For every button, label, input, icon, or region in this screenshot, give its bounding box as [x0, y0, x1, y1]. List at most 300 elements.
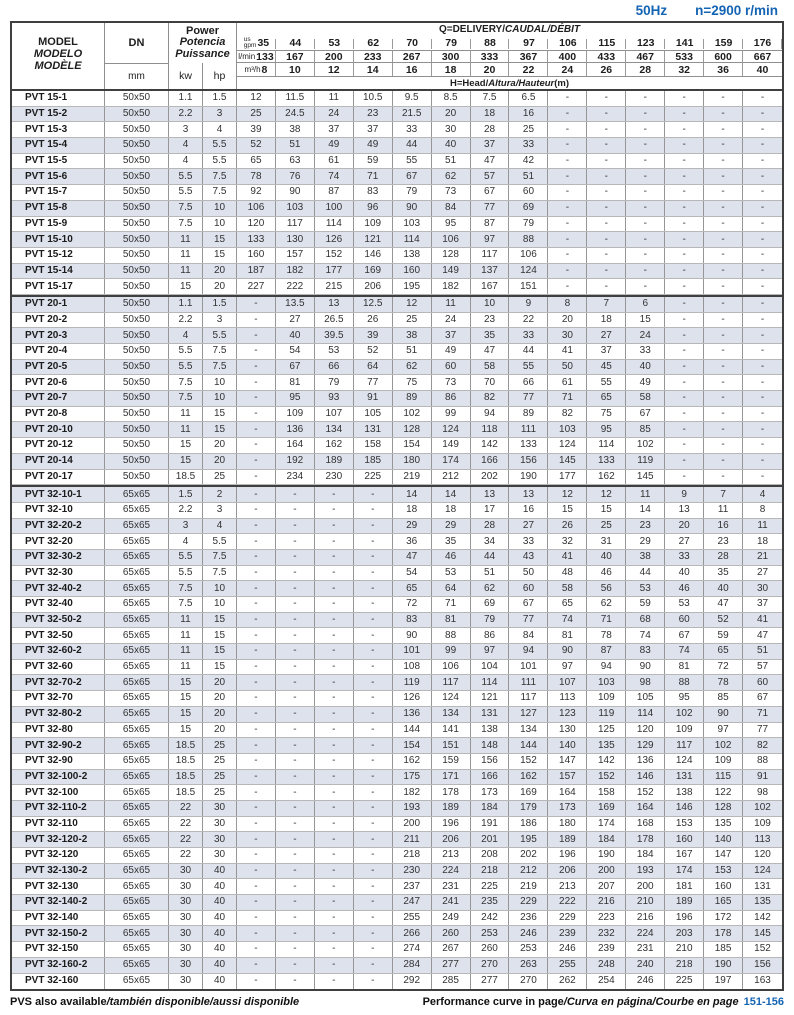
head-cell: 77: [756, 723, 769, 735]
hp-cell: 10: [203, 597, 237, 612]
head-cell: 133: [587, 454, 626, 469]
head-cell: 196: [548, 848, 587, 863]
head-cell: 197: [704, 974, 743, 990]
head-cell: -: [354, 974, 393, 990]
head-cell: 149: [432, 264, 471, 279]
kw-cell: 11: [169, 264, 203, 279]
head-cell: 53: [432, 566, 471, 581]
head-cell: 185: [704, 942, 743, 957]
head-cell: 285: [432, 974, 471, 990]
dn-cell: 50x50: [105, 169, 169, 184]
head-cell: 124: [509, 264, 548, 279]
table-row: [12, 264, 782, 280]
head-cell: 20: [665, 519, 704, 534]
head-cell: 173: [548, 801, 587, 816]
head-cell: 101: [509, 660, 548, 675]
dn-cell: 65x65: [105, 864, 169, 879]
head-cell: -: [626, 232, 665, 247]
head-cell: 162: [393, 754, 432, 769]
head-cell: 75: [393, 375, 432, 390]
head-cell: 84: [509, 628, 548, 643]
head-cell: -: [237, 519, 276, 534]
head-cell: 126: [393, 691, 432, 706]
head-cell: 235: [471, 895, 510, 910]
dn-cell: 50x50: [105, 154, 169, 169]
model-cell: PVT 20-10: [12, 422, 105, 437]
head-cell: -: [354, 926, 393, 941]
head-cell: 45: [587, 360, 626, 375]
table-row: [12, 550, 782, 566]
kw-cell: 2.2: [169, 503, 203, 518]
head-cell: 65: [548, 597, 587, 612]
head-cell: 121: [354, 232, 393, 247]
head-cell: 62: [432, 169, 471, 184]
curve-note-es-fr: /Curva en página/Courbe en page: [563, 996, 739, 1009]
head-cell: -: [704, 454, 743, 469]
head-cell: 24: [432, 313, 471, 328]
kw-cell: 11: [169, 248, 203, 263]
head-cell: 94: [471, 407, 510, 422]
head-cell: 37: [756, 598, 769, 610]
head-cell: -: [587, 169, 626, 184]
head-cell: 23: [704, 534, 743, 549]
head-cell: 87: [315, 185, 354, 200]
kw-cell: 5.5: [169, 550, 203, 565]
head-cell: 59: [626, 597, 665, 612]
head-cell: 35: [704, 566, 743, 581]
head-cell: 39: [354, 328, 393, 343]
head-cell: 104: [471, 660, 510, 675]
head-cell: 27: [587, 328, 626, 343]
head-cell: -: [237, 832, 276, 847]
hp-cell: 15: [203, 628, 237, 643]
head-cell: 44: [626, 566, 665, 581]
dn-cell: 65x65: [105, 487, 169, 502]
head-cell: 11: [626, 487, 665, 502]
head-cell: -: [237, 879, 276, 894]
head-cell: 195: [393, 279, 432, 294]
m3h-value: 10: [276, 63, 315, 77]
dn-cell: 50x50: [105, 360, 169, 375]
head-cell: -: [665, 138, 704, 153]
head-cell: -: [354, 723, 393, 738]
head-cell: -: [237, 581, 276, 596]
head-cell: 89: [393, 391, 432, 406]
head-cell: 134: [315, 422, 354, 437]
m3h-value: 16: [393, 63, 432, 77]
head-cell: -: [665, 407, 704, 422]
kw-cell: 30: [169, 864, 203, 879]
head-cell: 231: [626, 942, 665, 957]
model-cell: PVT 15-10: [12, 232, 105, 247]
head-cell: -: [237, 848, 276, 863]
head-cell: -: [704, 375, 743, 390]
head-cell: 180: [393, 454, 432, 469]
head-cell: 158: [587, 785, 626, 800]
head-cell: -: [704, 279, 743, 294]
model-cell: PVT 32-100: [12, 785, 105, 800]
head-cell: 128: [704, 801, 743, 816]
head-cell: 9: [509, 297, 548, 312]
curve-pages-link[interactable]: 151-156: [743, 996, 784, 1009]
head-cell: 43: [509, 550, 548, 565]
head-cell: -: [276, 597, 315, 612]
head-cell: 40: [704, 581, 743, 596]
head-cell: 60: [665, 613, 704, 628]
head-cell: 227: [237, 279, 276, 294]
hp-cell: 7.5: [203, 550, 237, 565]
model-column-header: [12, 23, 105, 89]
head-cell: 37: [471, 138, 510, 153]
head-cell: 134: [432, 707, 471, 722]
head-cell: 69: [509, 201, 548, 216]
head-cell: -: [665, 313, 704, 328]
m3h-value: 18: [432, 63, 471, 77]
head-cell: 130: [548, 723, 587, 738]
head-cell: 15: [587, 503, 626, 518]
hp-cell: 20: [203, 691, 237, 706]
head-cell: 206: [354, 279, 393, 294]
hp-cell: 7.5: [203, 185, 237, 200]
head-cell: 237: [393, 879, 432, 894]
head-cell: -: [665, 107, 704, 122]
model-cell: PVT 32-50-2: [12, 613, 105, 628]
model-cell: PVT 32-110: [12, 817, 105, 832]
head-cell: 53: [315, 344, 354, 359]
head-cell: -: [760, 470, 765, 482]
head-cell: 53: [626, 581, 665, 596]
kw-cell: 18.5: [169, 470, 203, 485]
head-cell: -: [704, 264, 743, 279]
head-cell: 36: [393, 534, 432, 549]
head-cell: -: [626, 122, 665, 137]
head-cell: 68: [626, 613, 665, 628]
dn-cell: 65x65: [105, 817, 169, 832]
head-cell: 124: [432, 422, 471, 437]
head-cell: 255: [393, 911, 432, 926]
head-cell: 106: [237, 201, 276, 216]
head-cell: 90: [393, 628, 432, 643]
kw-unit-label: kw: [169, 63, 203, 89]
dn-cell: 50x50: [105, 454, 169, 469]
table-row: [12, 313, 782, 329]
dn-cell: 50x50: [105, 232, 169, 247]
hp-cell: 1.5: [203, 297, 237, 312]
head-cell: 79: [471, 613, 510, 628]
head-cell: 114: [393, 232, 432, 247]
head-cell: -: [276, 581, 315, 596]
dn-cell: 65x65: [105, 958, 169, 973]
head-cell: 54: [276, 344, 315, 359]
head-cell: -: [237, 503, 276, 518]
hp-cell: 25: [203, 770, 237, 785]
head-cell: 35: [471, 328, 510, 343]
head-cell: -: [237, 926, 276, 941]
head-cell: 102: [754, 802, 771, 814]
hp-cell: 3: [203, 107, 237, 122]
head-cell: 167: [471, 279, 510, 294]
head-cell: 71: [587, 613, 626, 628]
table-row: [12, 754, 782, 770]
head-cell: 95: [665, 691, 704, 706]
head-cell: 106: [432, 660, 471, 675]
head-cell: 201: [471, 832, 510, 847]
head-cell: -: [315, 754, 354, 769]
head-cell: 52: [237, 138, 276, 153]
head-cell: 50: [548, 360, 587, 375]
head-cell: -: [665, 360, 704, 375]
kw-cell: 18.5: [169, 738, 203, 753]
hp-cell: 10: [203, 375, 237, 390]
head-cell: 248: [587, 958, 626, 973]
model-cell: PVT 32-70: [12, 691, 105, 706]
m3h-value: 12: [315, 63, 354, 77]
model-cell: PVT 20-2: [12, 313, 105, 328]
hp-cell: 10: [203, 201, 237, 216]
hp-cell: 40: [203, 911, 237, 926]
head-cell: 59: [704, 628, 743, 643]
head-cell: -: [315, 519, 354, 534]
head-cell: 151: [432, 738, 471, 753]
head-cell: 117: [471, 248, 510, 263]
head-cell: 103: [276, 201, 315, 216]
head-cell: 118: [471, 422, 510, 437]
head-cell: 10.5: [354, 91, 393, 106]
head-cell: 20: [432, 107, 471, 122]
head-cell: 26.5: [315, 313, 354, 328]
head-cell: 47: [393, 550, 432, 565]
head-cell: 122: [704, 785, 743, 800]
head-cell: 74: [315, 169, 354, 184]
head-cell: 174: [587, 817, 626, 832]
table-row: [12, 122, 782, 138]
gpm-unit-label: us gpm: [243, 36, 257, 49]
head-cell: -: [548, 264, 587, 279]
head-cell: 164: [276, 438, 315, 453]
head-cell: 189: [548, 832, 587, 847]
head-cell: -: [665, 279, 704, 294]
head-cell: 292: [393, 974, 432, 990]
head-cell: 239: [587, 942, 626, 957]
table-row: [12, 974, 782, 990]
head-cell: -: [315, 738, 354, 753]
head-cell: 84: [432, 201, 471, 216]
head-cell: 236: [509, 911, 548, 926]
head-cell: 135: [754, 896, 771, 908]
head-cell: -: [665, 470, 704, 485]
kw-cell: 22: [169, 848, 203, 863]
head-cell: 103: [587, 675, 626, 690]
head-cell: 9.5: [393, 91, 432, 106]
head-cell: -: [237, 454, 276, 469]
head-cell: 87: [471, 217, 510, 232]
table-row: [12, 895, 782, 911]
head-cell: 34: [471, 534, 510, 549]
model-cell: PVT 32-150: [12, 942, 105, 957]
head-cell: 166: [471, 454, 510, 469]
table-row: [12, 422, 782, 438]
dn-cell: 50x50: [105, 313, 169, 328]
dn-cell: 65x65: [105, 566, 169, 581]
dn-cell: 50x50: [105, 297, 169, 312]
head-cell: 83: [354, 185, 393, 200]
head-cell: 27: [665, 534, 704, 549]
head-cell: -: [237, 391, 276, 406]
head-cell: -: [276, 958, 315, 973]
head-cell: 100: [315, 201, 354, 216]
head-cell: 196: [432, 817, 471, 832]
table-row: [12, 926, 782, 942]
dn-cell: 65x65: [105, 519, 169, 534]
model-cell: PVT 32-60-2: [12, 644, 105, 659]
head-cell: -: [237, 566, 276, 581]
table-row: [12, 817, 782, 833]
model-cell: PVT 20-3: [12, 328, 105, 343]
model-cell: PVT 20-1: [12, 297, 105, 312]
head-cell: -: [704, 122, 743, 137]
head-cell: 218: [665, 958, 704, 973]
head-cell: 86: [471, 628, 510, 643]
head-cell: 114: [471, 675, 510, 690]
head-cell: -: [760, 139, 765, 151]
table-row: [12, 723, 782, 739]
model-label-en: MODEL: [38, 36, 78, 48]
head-cell: -: [315, 879, 354, 894]
head-cell: -: [548, 107, 587, 122]
head-cell: -: [760, 233, 765, 245]
head-cell: 48: [548, 566, 587, 581]
kw-cell: 7.5: [169, 217, 203, 232]
head-cell: 67: [509, 597, 548, 612]
head-cell: 101: [393, 644, 432, 659]
head-cell: 87: [587, 644, 626, 659]
head-cell: 58: [548, 581, 587, 596]
head-cell: 277: [432, 958, 471, 973]
head-cell: 147: [704, 848, 743, 863]
head-cell: 90: [704, 707, 743, 722]
head-cell: 71: [756, 708, 769, 720]
head-cell: -: [315, 974, 354, 990]
head-cell: -: [760, 298, 765, 310]
head-cell: 154: [393, 738, 432, 753]
head-cell: -: [354, 597, 393, 612]
head-cell: 18: [393, 503, 432, 518]
head-cell: 38: [626, 550, 665, 565]
head-cell: 152: [754, 943, 771, 955]
lmin-value: 433: [587, 50, 626, 63]
head-cell: 65: [587, 391, 626, 406]
head-cell: 11: [315, 91, 354, 106]
table-row: [12, 879, 782, 895]
head-cell: 185: [354, 454, 393, 469]
head-cell: 65: [237, 154, 276, 169]
head-cell: 72: [393, 597, 432, 612]
head-cell: -: [548, 248, 587, 263]
head-cell: -: [587, 264, 626, 279]
head-cell: -: [354, 644, 393, 659]
head-cell: 206: [432, 832, 471, 847]
head-cell: 154: [393, 438, 432, 453]
head-cell: 66: [509, 375, 548, 390]
head-cell: 134: [509, 723, 548, 738]
head-cell: -: [548, 138, 587, 153]
head-cell: 144: [393, 723, 432, 738]
head-cell: -: [665, 91, 704, 106]
head-cell: 91: [756, 770, 769, 782]
head-cell: -: [354, 911, 393, 926]
head-cell: -: [354, 660, 393, 675]
power-label-es: Potencia: [179, 36, 226, 49]
dn-cell: 65x65: [105, 550, 169, 565]
head-cell: 27: [276, 313, 315, 328]
head-cell: 109: [754, 817, 771, 829]
head-cell: -: [704, 313, 743, 328]
table-row: [12, 375, 782, 391]
head-cell: 33: [509, 534, 548, 549]
table-row: [12, 597, 782, 613]
head-cell: 57: [756, 661, 769, 673]
head-cell: 169: [587, 801, 626, 816]
head-cell: 16: [509, 503, 548, 518]
head-cell: -: [354, 770, 393, 785]
head-cell: -: [760, 123, 765, 135]
head-cell: 79: [315, 375, 354, 390]
table-row: [12, 297, 782, 313]
dn-cell: 65x65: [105, 879, 169, 894]
head-cell: 151: [509, 279, 548, 294]
head-cell: 125: [587, 723, 626, 738]
head-cell: -: [587, 107, 626, 122]
lmin-value: 467: [626, 50, 665, 63]
kw-cell: 11: [169, 628, 203, 643]
head-cell: 28: [704, 550, 743, 565]
head-title-es-fr: Altura/Hauteur: [488, 77, 555, 89]
model-cell: PVT 32-90-2: [12, 738, 105, 753]
head-cell: 50: [509, 566, 548, 581]
kw-cell: 3: [169, 519, 203, 534]
head-cell: -: [276, 832, 315, 847]
head-cell: -: [665, 422, 704, 437]
model-cell: PVT 15-14: [12, 264, 105, 279]
head-cell: -: [237, 707, 276, 722]
head-cell: -: [354, 738, 393, 753]
head-cell: 90: [393, 201, 432, 216]
head-cell: -: [354, 785, 393, 800]
head-cell: 83: [626, 644, 665, 659]
kw-cell: 7.5: [169, 391, 203, 406]
head-cell: 138: [665, 785, 704, 800]
head-cell: -: [276, 519, 315, 534]
head-cell: 79: [509, 217, 548, 232]
head-cell: 202: [509, 848, 548, 863]
dn-cell: 50x50: [105, 407, 169, 422]
model-cell: PVT 20-5: [12, 360, 105, 375]
head-cell: 14: [626, 503, 665, 518]
hp-cell: 15: [203, 407, 237, 422]
model-cell: PVT 20-6: [12, 375, 105, 390]
head-cell: 149: [432, 438, 471, 453]
head-cell: 196: [665, 911, 704, 926]
head-cell: 157: [276, 248, 315, 263]
table-row: [12, 217, 782, 233]
head-cell: 138: [471, 723, 510, 738]
table-row: [12, 848, 782, 864]
head-cell: -: [665, 201, 704, 216]
table-row: [12, 801, 782, 817]
dn-cell: 50x50: [105, 328, 169, 343]
head-cell: -: [315, 644, 354, 659]
kw-cell: 4: [169, 534, 203, 549]
